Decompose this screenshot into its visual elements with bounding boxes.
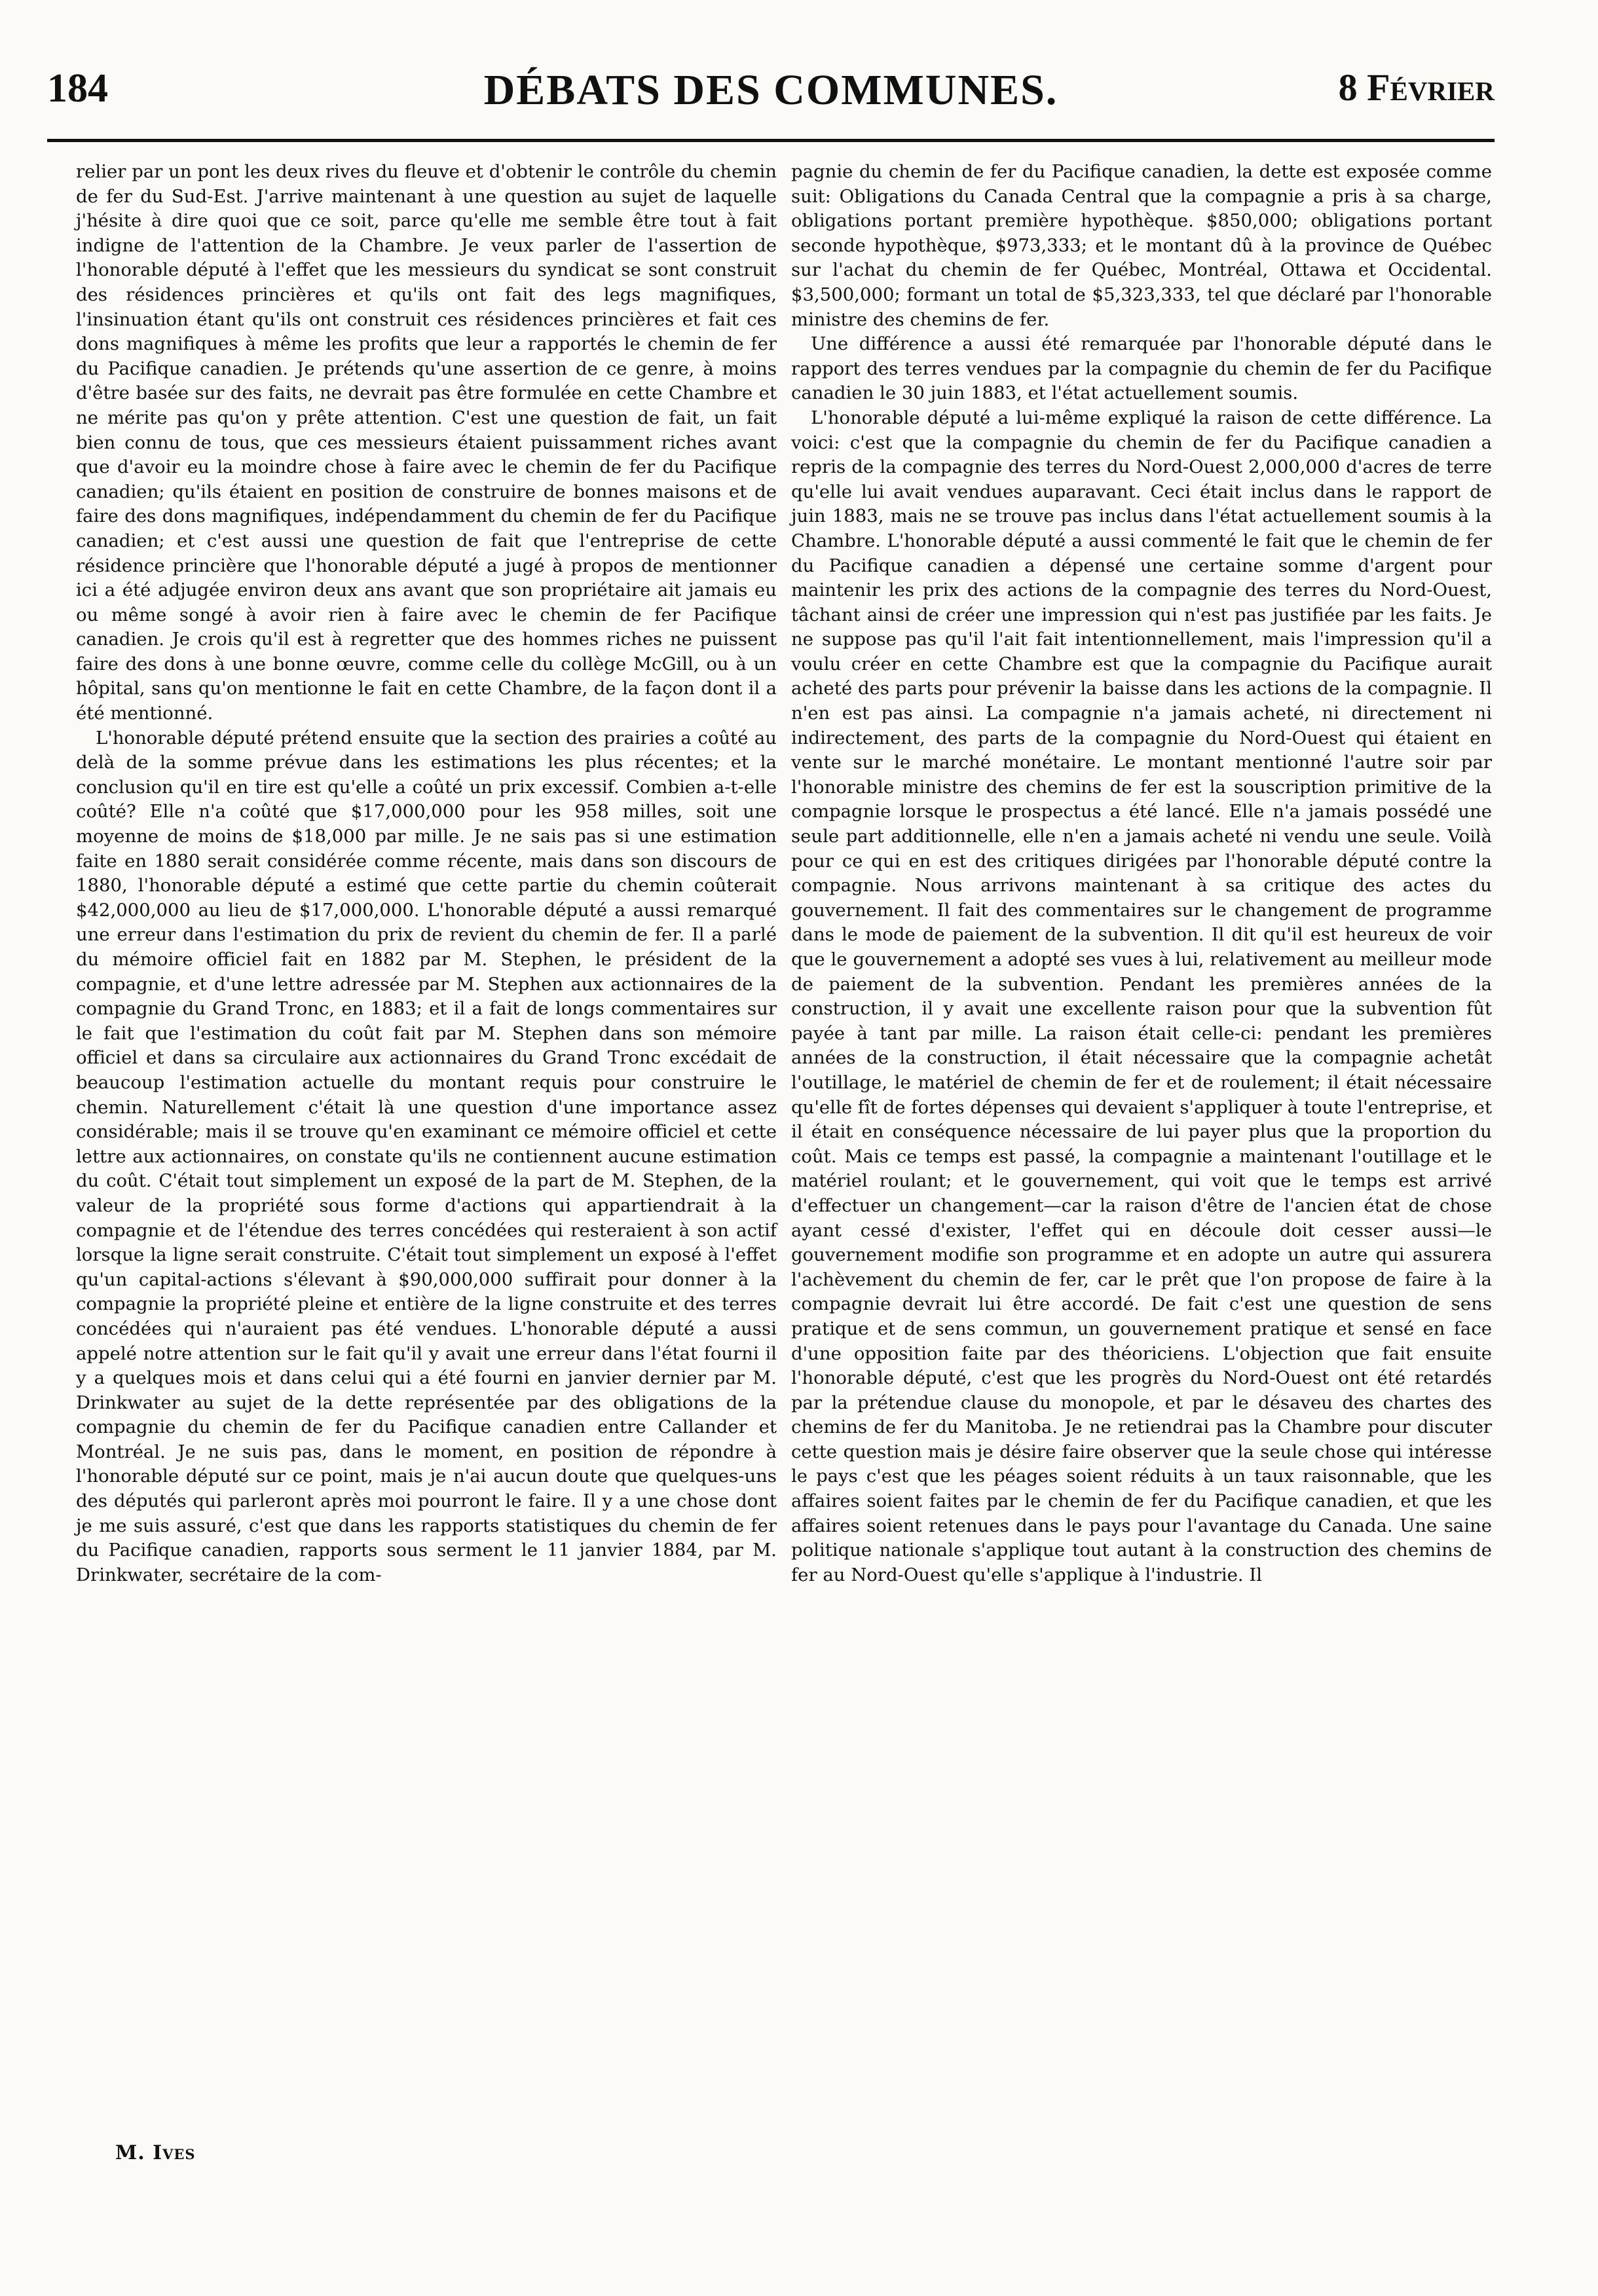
- right-paragraph-1: pagnie du chemin de fer du Pacifique canadien, la dette est exposée comme suit: Obligations du Canada Central que la compagnie a pris à sa charge, obligations portant première hypothèque. $850,000; obligations portant seconde hypothèque, $973,333; et le montant dû à la province de Québec sur l'achat du chemin de fer Québec, Montréal, Ottawa et Occidental. $3,500,000; formant un total de $5,323,333, tel que déclaré par l'honorable ministre des chemins de fer.: [791, 161, 1492, 330]
- page-title: DÉBATS DES COMMUNES.: [483, 66, 1058, 114]
- right-paragraph-2: Une différence a aussi été remarquée par l'honorable député dans le rapport des terres vendues par la compagnie du chemin de fer du Pacifique canadien le 30 juin 1883, et l'état actuellement soumis.: [791, 333, 1492, 404]
- right-paragraph-3: L'honorable député a lui-même expliqué la raison de cette différence. La voici: c'est que la compagnie du chemin de fer du Pacifique canadien a repris de la compagnie des terres du Nord-Ouest 2,000,000 d'acres de terre qu'elle lui avait vendues auparavant. Ceci était inclus dans le rapport de juin 1883, mais ne se trouve pas inclus dans l'état actuellement soumis à la Chambre. L'honorable député a aussi commenté le fait que le chemin de fer du Pacifique canadien a dépensé une certaine somme d'argent pour maintenir les prix des actions de la compagnie des terres du Nord-Ouest, tâchant ainsi de créer une impression qui n'est pas justifiée par les faits. Je ne suppose pas qu'il l'ait fait intentionnellement, mais l'impression qu'il a voulu créer en cette Chambre est que la compagnie du Pacifique aurait acheté des parts pour prévenir la baisse dans les actions de la compagnie. Il n'en est pas ainsi. La compagnie n'a jamais acheté, ni directement ni indirectement, des parts de la compagnie du Nord-Ouest qui étaient en vente sur le marché monétaire. Le montant mentionné l'autre soir par l'honorable ministre des chemins de fer est la souscription primitive de la compagnie lorsque le prospectus a été lancé. Elle n'a jamais possédé une seule part additionnelle, elle n'en a jamais acheté ni vendu une seule. Voilà pour ce qui en est des critiques dirigées par l'honorable député contre la compagnie. Nous arrivons maintenant à sa critique des actes du gouvernement. Il fait des commentaires sur le changement de programme dans le mode de paiement de la subvention. Il dit qu'il est heureux de voir que le gouvernement a adopté ses vues à lui, relativement au meilleur mode de paiement de la subvention. Pendant les premières années de la construction, il y avait une excellente raison pour que la subvention fût payée à tant par mille. La raison était celle-ci: pendant les premières années de la construction, il était nécessaire que la compagnie achetât l'outillage, le matériel de chemin de fer et de roulement; il était nécessaire qu'elle fît de fortes dépenses qui devaient s'appliquer à toute l'entreprise, et il était en conséquence nécessaire de lui payer plus que la proportion du coût. Mais ce temps est passé, la compagnie a maintenant l'outillage et le matériel roulant; et le gouvernement, qui voit que le temps est arrivé d'effectuer un changement—car la raison d'être de l'ancien état de chose ayant cessé d'exister, l'effet qui en découle doit cesser aussi—le gouvernement modifie son programme et en adopte un autre qui assurera l'achèvement du chemin de fer, car le prêt que l'on propose de faire à la compagnie devrait lui être accordé. De fait c'est une question de sens pratique et de sens commun, un gouvernement pratique et sensé en face d'une opposition faite par des théoriciens. L'objection que fait ensuite l'honorable député, c'est que les progrès du Nord-Ouest ont été retardés par la prétendue clause du monopole, et par le désaveu des chartes des chemins de fer du Manitoba. Je ne retiendrai pas la Chambre pour discuter cette question mais je désire faire observer que la seule chose qui intéresse le pays c'est que les péages soient réduits à un taux raisonnable, que les affaires soient faites par le chemin de fer du Pacifique canadien, et que les affaires soient retenues dans le pays pour l'avantage du Canada. Une saine politique nationale s'applique tout autant à la construction des chemins de fer au Nord-Ouest qu'elle s'applique à l'industrie. Il: [791, 407, 1492, 1585]
- page-number: 184: [47, 66, 108, 111]
- left-paragraph-1: relier par un pont les deux rives du fleuve et d'obtenir le contrôle du chemin de fer du Sud-Est. J'arrive maintenant à une question au sujet de laquelle j'hésite à dire quoi que ce soit, parce qu'elle me semble être tout à fait indigne de l'attention de la Chambre. Je veux parler de l'assertion de l'honorable député à l'effet que les messieurs du syndicat se sont construit des résidences princières et qu'ils ont fait des legs magnifiques, l'insinuation étant qu'ils ont construit ces résidences princières et fait ces dons magnifiques à même les profits que leur a rapportés le chemin de fer du Pacifique canadien. Je prétends qu'une assertion de ce genre, à moins d'être basée sur des faits, ne devrait pas être formulée en cette Chambre et ne mérite pas qu'on y prête attention. C'est une question de fait, un fait bien connu de tous, que ces messieurs étaient puissamment riches avant que d'avoir eu la moindre chose à faire avec le chemin de fer du Pacifique canadien; qu'ils étaient en position de construire de bonnes maisons et de faire des dons magnifiques, indépendamment du chemin de fer du Pacifique canadien; et c'est aussi une question de fait que l'entreprise de cette résidence princière que l'honorable député a jugé à propos de mentionner ici a été adjugée environ deux ans avant que son propriétaire ait jamais eu ou même songé à avoir rien à faire avec le chemin de fer Pacifique canadien. Je crois qu'il est à regretter que des hommes riches ne puissent faire des dons à une bonne œuvre, comme celle du collège McGill, ou à un hôpital, sans qu'on mentionne le fait en cette Chambre, de la façon dont il a été mentionné.: [76, 161, 777, 724]
- header-rule: [47, 139, 1495, 142]
- left-paragraph-2: L'honorable député prétend ensuite que la section des prairies a coûté au delà de la somme prévue dans les estimations les plus récentes; et la conclusion qu'il en tire est qu'elle a coûté un prix excessif. Combien a-t-elle coûté? Elle n'a coûté que $17,000,000 pour les 958 milles, soit une moyenne de moins de $18,000 par mille. Je ne sais pas si une estimation faite en 1880 serait considérée comme récente, mais dans son discours de 1880, l'honorable député a estimé que cette partie du chemin coûterait $42,000,000 au lieu de $17,000,000. L'honorable député a aussi remarqué une erreur dans l'estimation du prix de revient du chemin de fer. Il a parlé du mémoire officiel fait en 1882 par M. Stephen, le président de la compagnie, et d'une lettre adressée par M. Stephen aux actionnaires de la compagnie du Grand Tronc, en 1883; et il a fait de longs commentaires sur le fait que l'estimation du coût fait par M. Stephen dans son mémoire officiel et dans sa circulaire aux actionnaires du Grand Tronc excédait de beaucoup l'estimation actuelle du montant requis pour construire le chemin. Naturellement c'était là une question d'une importance assez considérable; mais il se trouve qu'en examinant ce mémoire officiel et cette lettre aux actionnaires, on constate qu'ils ne contiennent aucune estimation du coût. C'était tout simplement un exposé de la part de M. Stephen, de la valeur de la propriété sous forme d'actions qui appartiendrait à la compagnie et de l'étendue des terres concédées qui resteraient à son actif lorsque la ligne serait construite. C'était tout simplement un exposé à l'effet qu'un capital-actions s'élevant à $90,000,000 suffirait pour donner à la compagnie la propriété pleine et entière de la ligne construite et des terres concédées qui n'auraient pas été vendues. L'honorable député a aussi appelé notre attention sur le fait qu'il y avait une erreur dans l'état fourni il y a quelques mois et dans celui qui a été fourni en janvier dernier par M. Drinkwater au sujet de la dette représentée par des obligations de la compagnie du chemin de fer du Pacifique canadien entre Callander et Montréal. Je ne suis pas, dans le moment, en position de répondre à l'honorable député sur ce point, mais je n'ai aucun doute que quelques-uns des députés qui parleront après moi pourront le faire. Il y a une chose dont je me suis assuré, c'est que dans les rapports statistiques du chemin de fer du Pacifique canadien, rapports sous serment le 11 janvier 1884, par M. Drinkwater, secrétaire de la com-: [76, 727, 777, 1585]
- left-column: [76, 160, 777, 1587]
- page-date: 8 Février: [1338, 66, 1495, 109]
- speaker-signature: M. Ives: [115, 2141, 196, 2164]
- right-column: [791, 160, 1492, 1587]
- page-header: [47, 65, 1495, 120]
